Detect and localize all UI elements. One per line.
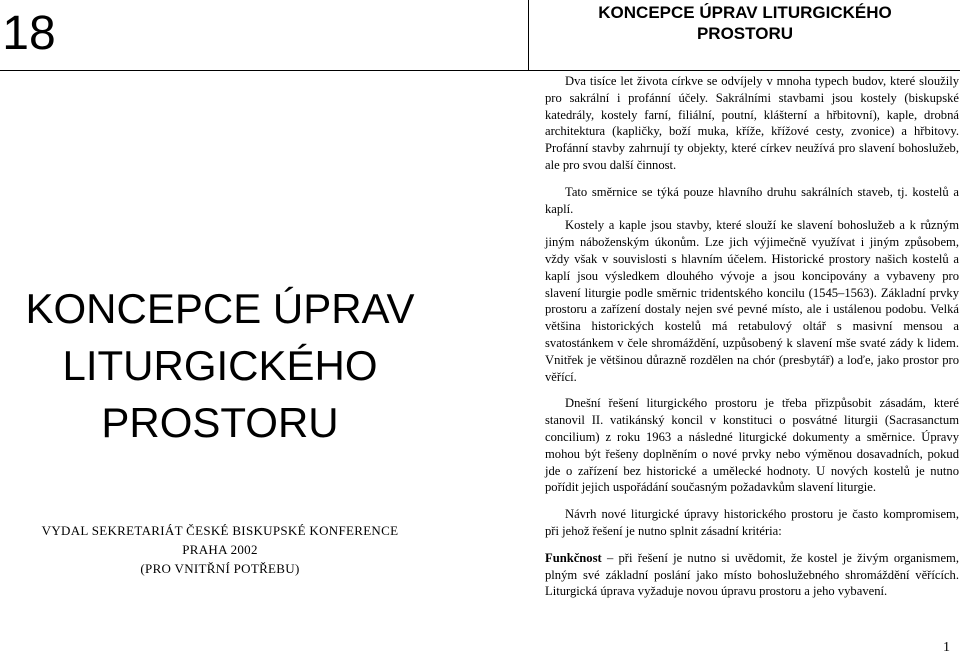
running-header-line-1: KONCEPCE ÚPRAV LITURGICKÉHO	[598, 3, 892, 22]
title-page	[0, 280, 440, 578]
publisher-info	[0, 521, 440, 578]
paragraph-history: Kostely a kaple jsou stavby, které slouží ke slavení bohoslužeb a k různým jiným náboženským úkonům. Lze jich výjimečně využívat i jiným způsobem, vždy však v souvislosti s hlavním účelem. Historické prostory našich kostelů a kaplí jsou výsledkem dlouhého vývoje a jsou koncipovány a vybaveny pro slavení liturgie podle směrnic tridentského koncilu (1545–1563). Základní prvky prostoru a zařízení dostaly nejen své pevné místo, ale i ustálenou podobu. Velká většina historických kostelů má retabulový oltář s masivní mensou a svatostánkem v čele shromáždění, uzpůsobený k slavení mše svaté zády k lidem. Vnitřek je většinou důrazně rozdělen na chór (presbytář) a loďe, jako prostor pro věřící.	[545, 218, 959, 384]
title-line-1: KONCEPCE ÚPRAV	[25, 285, 415, 332]
title-line-2: LITURGICKÉHO	[62, 342, 378, 389]
header-vertical-rule	[528, 0, 529, 70]
paragraph-scope: Tato směrnice se týká pouze hlavního druhu sakrálních staveb, tj. kostelů a kaplí.	[545, 184, 959, 216]
publisher-line: VYDAL SEKRETARIÁT ČESKÉ BISKUPSKÉ KONFERENCE	[41, 523, 399, 538]
text-column	[545, 73, 959, 600]
paragraph-vatican: Dnešní řešení liturgického prostoru je třeba přizpůsobit zásadám, které stanovil II. vatikánský koncil v konstituci o posvátné liturgii (Sacrasanctum concilium) z roku 1963 a následné liturgické dokumenty a směrnice. Úpravy mohou být řešeny doplněním o nové prvky nebo výměnou dosavadních, pokud jde o zařízení bez historické a umělecké hodnoty. U nových kostelů je nutno pořídit jejich uspořádání současným požadavkům slavení liturgie.	[545, 396, 959, 495]
running-header-line-2: PROSTORU	[696, 24, 794, 43]
page-number: 18	[2, 7, 56, 60]
criterion-text: – při řešení je nutno si uvědomit, že kostel je živým organismem, plným své základní poslání jako místo bohoslužebného shromáždění věřících. Liturgická úprava vyžaduje novou úpravu prostoru a jeho vybavení.	[545, 550, 959, 599]
title-line-3: PROSTORU	[101, 399, 339, 446]
criterion-functionality	[545, 550, 959, 600]
header-horizontal-rule	[0, 70, 960, 71]
paragraph-criteria: Návrh nové liturgické úpravy historického prostoru je často kompromisem, při jehož řešení je nutno splnit zásadní kritéria:	[545, 507, 959, 538]
document-title	[0, 280, 440, 451]
publication-place-year: PRAHA 2002	[182, 542, 258, 557]
running-header	[540, 2, 950, 44]
criterion-term: Funkčnost	[545, 550, 602, 565]
internal-use-note: (PRO VNITŘNÍ POTŘEBU)	[140, 561, 300, 576]
paragraph-intro: Dva tisíce let života církve se odvíjely v mnoha typech budov, které sloužily pro sakrální i profánní účely. Sakrálními stavbami jsou kostely (biskupské katedrály, kostely farní, filiální, poutní, klášterní a hřbitovní), kaple, drobná architektura (kapličky, boží muka, kříže, křížové cesty, zvonice) a hřbitovy. Profánní stavby zahrnují ty objekty, které církev neužívá pro slavení bohoslužeb, ale pro svou další činnost.	[545, 74, 959, 172]
footer-page-number: 1	[943, 640, 950, 655]
